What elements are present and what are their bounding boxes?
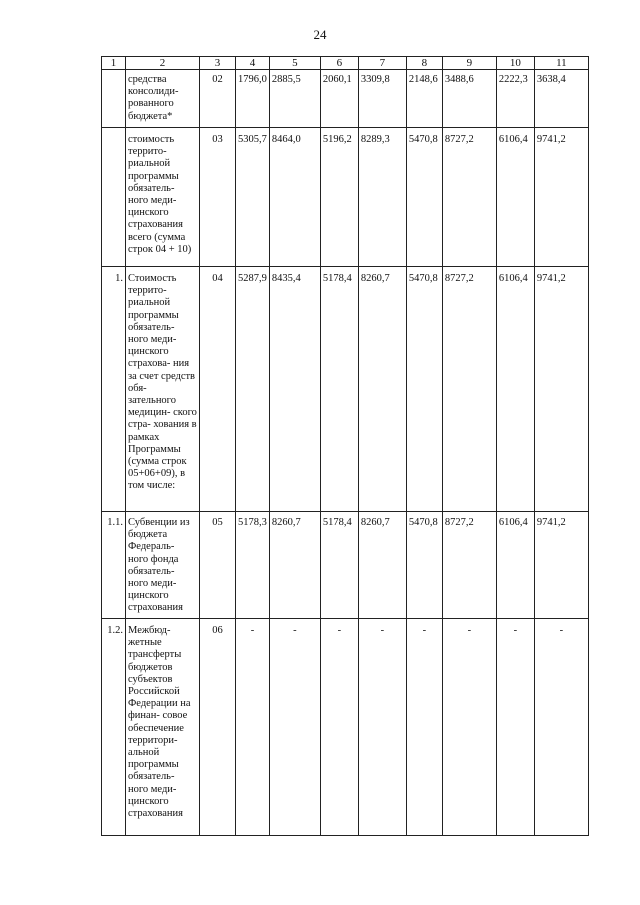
value-cell: - <box>496 619 534 836</box>
value-cell: 6106,4 <box>496 267 534 512</box>
row-number: 1.1. <box>102 512 126 619</box>
value-cell: - <box>406 619 442 836</box>
value-cell: 6106,4 <box>496 128 534 267</box>
value-cell: 8435,4 <box>269 267 320 512</box>
row-name: Субвенции из бюджета Федераль- ного фонда обязатель- ного меди- цинского страхования <box>126 512 200 619</box>
value-cell: 8260,7 <box>358 512 406 619</box>
row-code: 05 <box>200 512 236 619</box>
col-header: 7 <box>358 57 406 70</box>
value-cell: - <box>320 619 358 836</box>
value-cell: 2060,1 <box>320 70 358 128</box>
value-cell: 9741,2 <box>534 128 588 267</box>
value-cell: 5470,8 <box>406 512 442 619</box>
value-cell: 5305,7 <box>236 128 270 267</box>
value-cell: - <box>236 619 270 836</box>
value-cell: 8260,7 <box>269 512 320 619</box>
col-header: 9 <box>442 57 496 70</box>
value-cell: 9741,2 <box>534 512 588 619</box>
table-row <box>102 512 589 619</box>
col-header: 3 <box>200 57 236 70</box>
value-cell: 5178,4 <box>320 267 358 512</box>
value-cell: 5470,8 <box>406 128 442 267</box>
value-cell: - <box>269 619 320 836</box>
row-code: 02 <box>200 70 236 128</box>
value-cell: 1796,0 <box>236 70 270 128</box>
value-cell: 3488,6 <box>442 70 496 128</box>
budget-table <box>101 56 589 836</box>
row-number: 1.2. <box>102 619 126 836</box>
value-cell: 2885,5 <box>269 70 320 128</box>
value-cell: 8727,2 <box>442 512 496 619</box>
row-name: стоимость террито- риальной программы обязатель- ного меди- цинского страхования всего (сумма строк 04 + 10) <box>126 128 200 267</box>
value-cell: 5178,4 <box>320 512 358 619</box>
value-cell: 3309,8 <box>358 70 406 128</box>
row-code: 04 <box>200 267 236 512</box>
value-cell: 5470,8 <box>406 267 442 512</box>
row-name: Межбюд- жетные трансферты бюджетов субъектов Российской Федерации на финан- совое обеспечение территори- альной программы обязатель- ного меди- цинского страхования <box>126 619 200 836</box>
col-header: 10 <box>496 57 534 70</box>
value-cell: 8464,0 <box>269 128 320 267</box>
row-code: 03 <box>200 128 236 267</box>
row-number <box>102 128 126 267</box>
value-cell: - <box>442 619 496 836</box>
value-cell: 8260,7 <box>358 267 406 512</box>
value-cell: 9741,2 <box>534 267 588 512</box>
value-cell: 2148,6 <box>406 70 442 128</box>
col-header: 11 <box>534 57 588 70</box>
col-header: 6 <box>320 57 358 70</box>
row-code: 06 <box>200 619 236 836</box>
value-cell: 6106,4 <box>496 512 534 619</box>
value-cell: - <box>358 619 406 836</box>
col-header: 5 <box>269 57 320 70</box>
table-row <box>102 128 589 267</box>
col-header: 2 <box>126 57 200 70</box>
row-name: Стоимость террито- риальной программы обязатель- ного меди- цинского страхова- ния за счет средств обя- зательного медицин- ского стра- хования в рамках Программы (сумма строк 05+06+09), в том числе: <box>126 267 200 512</box>
table-row <box>102 70 589 128</box>
value-cell: 3638,4 <box>534 70 588 128</box>
value-cell: 8289,3 <box>358 128 406 267</box>
value-cell: 8727,2 <box>442 267 496 512</box>
col-header: 1 <box>102 57 126 70</box>
value-cell: 2222,3 <box>496 70 534 128</box>
row-number: 1. <box>102 267 126 512</box>
table-row <box>102 619 589 836</box>
row-number <box>102 70 126 128</box>
col-header: 4 <box>236 57 270 70</box>
value-cell: 5287,9 <box>236 267 270 512</box>
value-cell: 5178,3 <box>236 512 270 619</box>
page-number: 24 <box>313 27 327 42</box>
row-name: средства консолиди- рованного бюджета* <box>126 70 200 128</box>
value-cell: 8727,2 <box>442 128 496 267</box>
col-header: 8 <box>406 57 442 70</box>
column-numbers-row <box>102 57 589 70</box>
table-row <box>102 267 589 512</box>
value-cell: - <box>534 619 588 836</box>
value-cell: 5196,2 <box>320 128 358 267</box>
